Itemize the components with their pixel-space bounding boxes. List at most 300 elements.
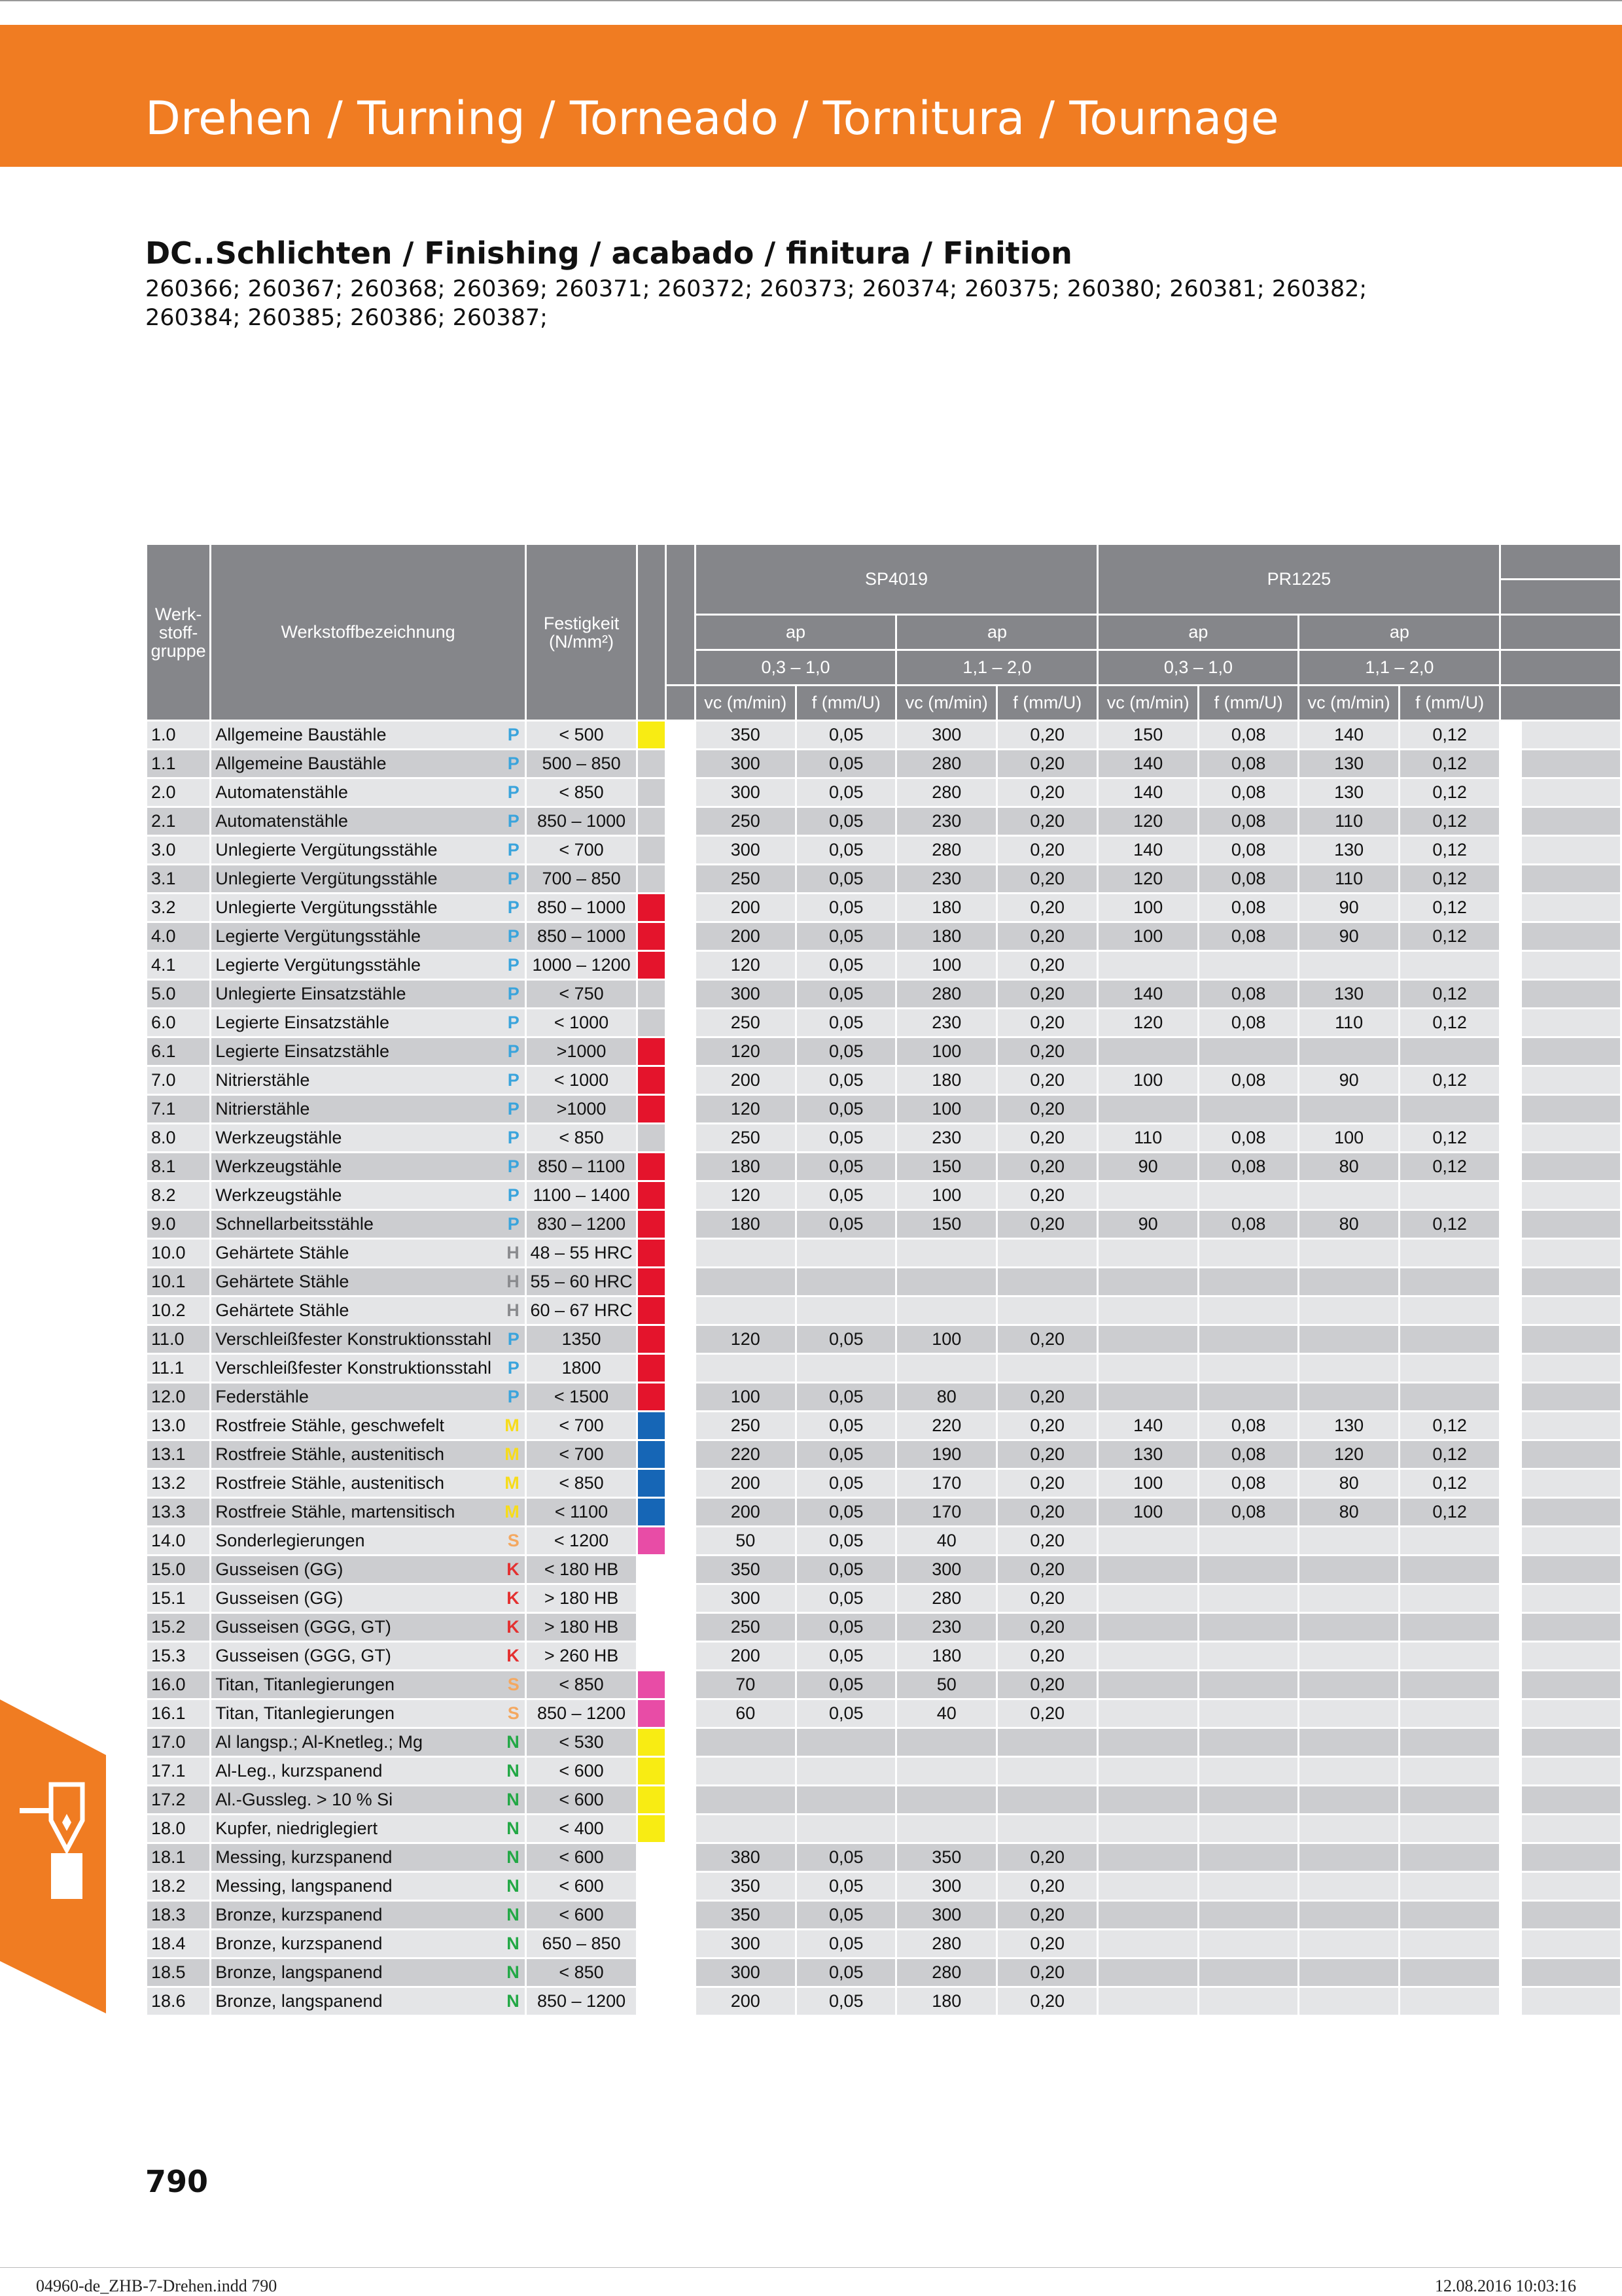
iso-group-letter: P: [507, 725, 520, 744]
strength-value: < 850: [525, 1124, 637, 1153]
material-name-cell: [211, 1383, 525, 1412]
spacer-cell: [666, 1037, 695, 1066]
strength-value: < 750: [525, 980, 637, 1009]
spacer-cell: [1500, 1757, 1521, 1786]
spacer-cell: [666, 750, 695, 778]
material-group-number: 13.1: [147, 1440, 211, 1469]
strength-value: < 600: [525, 1843, 637, 1872]
f-value: 0,08: [1198, 807, 1298, 836]
f-value: [1198, 1181, 1298, 1210]
material-name-cell: [211, 1527, 525, 1556]
f-value: 0,20: [996, 1613, 1098, 1642]
material-name: Legierte Vergütungsstähle: [215, 955, 421, 975]
strength-value: < 700: [525, 1440, 637, 1469]
spacer-cell: [1500, 1009, 1521, 1037]
vc-value: [1299, 1037, 1399, 1066]
strength-value: < 850: [525, 1469, 637, 1498]
f-value: 0,12: [1399, 721, 1500, 750]
f-value: 0,05: [796, 1124, 896, 1153]
f-value: [1399, 1037, 1500, 1066]
vc-value: [695, 1354, 796, 1383]
f-value: [1399, 1296, 1500, 1325]
material-name-cell: [211, 1296, 525, 1325]
f-value: 0,20: [996, 1901, 1098, 1930]
material-color-swatch: [637, 1498, 666, 1527]
f-value: [796, 1296, 896, 1325]
empty-cell: [1521, 1987, 1621, 2016]
f-value: [1198, 1354, 1298, 1383]
vc-value: 180: [896, 1066, 996, 1095]
vc-value: 280: [896, 778, 996, 807]
material-name: Werkzeugstähle: [215, 1128, 342, 1147]
empty-cell: [1521, 807, 1621, 836]
iso-group-letter: P: [507, 869, 520, 888]
f-value: 0,20: [996, 1412, 1098, 1440]
spacer-cell: [1500, 1843, 1521, 1872]
vc-value: [1098, 1699, 1198, 1728]
strength-value: < 1500: [525, 1383, 637, 1412]
vc-value: 90: [1299, 922, 1399, 951]
empty-cell: [1521, 721, 1621, 750]
material-group-number: 18.6: [147, 1987, 211, 2016]
f-value: 0,08: [1198, 836, 1298, 865]
f-value: [796, 1239, 896, 1268]
table-row: [147, 894, 1621, 922]
vc-value: [1299, 1181, 1399, 1210]
iso-group-letter: S: [507, 1675, 520, 1694]
f-value: [796, 1728, 896, 1757]
header-ap: ap: [1098, 615, 1299, 650]
vc-value: [1098, 1987, 1198, 2016]
material-group-number: 18.2: [147, 1872, 211, 1901]
f-value: 0,12: [1399, 1153, 1500, 1181]
header-grade-empty: [1500, 544, 1621, 580]
spacer-cell: [666, 721, 695, 750]
f-value: [1399, 951, 1500, 980]
spacer-cell: [666, 922, 695, 951]
spacer-cell: [1500, 1584, 1521, 1613]
vc-value: 230: [896, 807, 996, 836]
vc-value: [1098, 1527, 1198, 1556]
iso-group-letter: P: [507, 1041, 520, 1061]
vc-value: [896, 1786, 996, 1815]
f-value: 0,05: [796, 1556, 896, 1584]
vc-value: [1098, 1843, 1198, 1872]
vc-value: 230: [896, 865, 996, 894]
vc-value: 80: [1299, 1153, 1399, 1181]
vc-value: [1098, 1354, 1198, 1383]
empty-cell: [1521, 1958, 1621, 1987]
material-name-cell: [211, 1613, 525, 1642]
strength-value: 1350: [525, 1325, 637, 1354]
table-row: [147, 1872, 1621, 1901]
spacer-cell: [1500, 1958, 1521, 1987]
spacer-cell: [1500, 1354, 1521, 1383]
f-value: 0,05: [796, 1958, 896, 1987]
spacer-cell: [666, 1066, 695, 1095]
material-name-cell: [211, 1843, 525, 1872]
vc-value: 150: [896, 1153, 996, 1181]
spacer-cell: [1500, 1671, 1521, 1699]
header-ap-range: 1,1 – 2,0: [1299, 650, 1500, 686]
spacer-cell: [1500, 1153, 1521, 1181]
empty-cell: [1521, 1412, 1621, 1440]
material-name: Federstähle: [215, 1387, 309, 1406]
material-name: Unlegierte Vergütungsstähle: [215, 897, 438, 917]
empty-cell: [1521, 1498, 1621, 1527]
table-row: [147, 1239, 1621, 1268]
f-value: 0,05: [796, 980, 896, 1009]
f-value: [1399, 1642, 1500, 1671]
spacer-cell: [666, 1671, 695, 1699]
f-value: 0,20: [996, 1958, 1098, 1987]
vc-value: 250: [695, 1412, 796, 1440]
header-grade-sp4019: SP4019: [695, 544, 1098, 615]
table-row: [147, 1757, 1621, 1786]
spacer-cell: [1500, 1239, 1521, 1268]
spacer-cell: [666, 865, 695, 894]
vc-value: 80: [1299, 1498, 1399, 1527]
material-group-number: 15.0: [147, 1556, 211, 1584]
material-color-swatch: [637, 1296, 666, 1325]
header-material: Werkstoffbezeichnung: [211, 544, 525, 721]
strength-value: < 1000: [525, 1066, 637, 1095]
material-group-number: 17.1: [147, 1757, 211, 1786]
empty-cell: [1521, 1699, 1621, 1728]
f-value: [1198, 1930, 1298, 1958]
material-color-swatch: [637, 1268, 666, 1296]
f-value: 0,12: [1399, 750, 1500, 778]
material-group-number: 8.2: [147, 1181, 211, 1210]
strength-value: 830 – 1200: [525, 1210, 637, 1239]
iso-group-letter: N: [506, 1991, 520, 2011]
vc-value: 350: [695, 1556, 796, 1584]
material-name: Rostfreie Stähle, geschwefelt: [215, 1416, 444, 1435]
vc-value: [1098, 1296, 1198, 1325]
f-value: 0,12: [1399, 865, 1500, 894]
f-value: 0,05: [796, 922, 896, 951]
vc-value: 130: [1098, 1440, 1198, 1469]
material-name: Werkzeugstähle: [215, 1157, 342, 1176]
material-name-cell: [211, 750, 525, 778]
header-strength-text: Festigkeit (N/mm²): [543, 613, 620, 652]
vc-value: 80: [1299, 1469, 1399, 1498]
f-value: [1198, 1383, 1298, 1412]
strength-value: > 180 HB: [525, 1584, 637, 1613]
strength-value: 1000 – 1200: [525, 951, 637, 980]
spacer-cell: [666, 1786, 695, 1815]
vc-value: 100: [1098, 894, 1198, 922]
vc-value: 170: [896, 1469, 996, 1498]
table-row: [147, 980, 1621, 1009]
vc-value: [1098, 1671, 1198, 1699]
f-value: 0,20: [996, 1325, 1098, 1354]
f-value: 0,05: [796, 894, 896, 922]
vc-value: 100: [1098, 1469, 1198, 1498]
f-value: 0,05: [796, 1009, 896, 1037]
f-value: [1198, 1987, 1298, 2016]
strength-value: 1100 – 1400: [525, 1181, 637, 1210]
empty-cell: [1521, 894, 1621, 922]
material-name-cell: [211, 1095, 525, 1124]
material-name-cell: [211, 1642, 525, 1671]
table-row: [147, 1556, 1621, 1584]
material-name-cell: [211, 1037, 525, 1066]
spacer-cell: [1500, 922, 1521, 951]
empty-cell: [1521, 1325, 1621, 1354]
header-unit-empty: [1500, 686, 1621, 721]
iso-group-letter: N: [506, 1876, 520, 1896]
f-value: 0,12: [1399, 1498, 1500, 1527]
table-row: [147, 1584, 1621, 1613]
vc-value: [1299, 1930, 1399, 1958]
vc-value: 180: [896, 1642, 996, 1671]
table-row: [147, 1440, 1621, 1469]
vc-value: [1098, 1930, 1198, 1958]
header-ap-range: 0,3 – 1,0: [695, 650, 896, 686]
material-name-cell: [211, 1671, 525, 1699]
material-group-number: 13.2: [147, 1469, 211, 1498]
f-value: [1198, 1584, 1298, 1613]
f-value: 0,12: [1399, 1066, 1500, 1095]
spacer-cell: [666, 1009, 695, 1037]
strength-value: < 180 HB: [525, 1556, 637, 1584]
iso-group-letter: P: [507, 984, 520, 1003]
material-color-swatch: [637, 1757, 666, 1786]
f-value: 0,05: [796, 1095, 896, 1124]
iso-group-letter: M: [504, 1416, 520, 1435]
f-value: 0,12: [1399, 1412, 1500, 1440]
spacer-cell: [1500, 980, 1521, 1009]
f-value: 0,05: [796, 1987, 896, 2016]
spacer-cell: [666, 1153, 695, 1181]
iso-group-letter: K: [506, 1617, 520, 1637]
material-name: Sonderlegierungen: [215, 1531, 365, 1550]
material-name: Gusseisen (GG): [215, 1559, 344, 1579]
iso-group-letter: N: [506, 1732, 520, 1752]
turning-tool-icon: [0, 1699, 106, 2013]
material-name: Allgemeine Baustähle: [215, 754, 387, 773]
strength-value: 850 – 1200: [525, 1987, 637, 2016]
empty-cell: [1521, 1095, 1621, 1124]
vc-value: 180: [896, 1987, 996, 2016]
vc-value: 90: [1098, 1153, 1198, 1181]
vc-value: 380: [695, 1843, 796, 1872]
material-name-cell: [211, 1181, 525, 1210]
vc-value: [1299, 1296, 1399, 1325]
vc-value: [1098, 1556, 1198, 1584]
vc-value: 150: [1098, 721, 1198, 750]
empty-cell: [1521, 922, 1621, 951]
spacer-cell: [666, 1872, 695, 1901]
vc-value: 140: [1098, 1412, 1198, 1440]
strength-value: < 850: [525, 1958, 637, 1987]
vc-value: 120: [1098, 865, 1198, 894]
material-name-cell: [211, 1901, 525, 1930]
f-value: [1198, 1095, 1298, 1124]
f-value: 0,20: [996, 1469, 1098, 1498]
header-vc: vc (m/min): [1098, 686, 1198, 721]
f-value: 0,20: [996, 807, 1098, 836]
material-group-number: 3.0: [147, 836, 211, 865]
strength-value: < 1100: [525, 1498, 637, 1527]
spacer-cell: [1500, 1412, 1521, 1440]
table-row: [147, 865, 1621, 894]
material-color-swatch: [637, 1786, 666, 1815]
table-row: [147, 1296, 1621, 1325]
vc-value: 200: [695, 1066, 796, 1095]
vc-value: 80: [1299, 1210, 1399, 1239]
vc-value: 120: [695, 1325, 796, 1354]
table-row: [147, 1325, 1621, 1354]
iso-group-letter: P: [507, 1157, 520, 1176]
vc-value: 140: [1098, 980, 1198, 1009]
f-value: 0,05: [796, 1843, 896, 1872]
f-value: [1399, 1325, 1500, 1354]
f-value: 0,05: [796, 1872, 896, 1901]
table-row: [147, 951, 1621, 980]
material-group-number: 1.1: [147, 750, 211, 778]
f-value: [996, 1268, 1098, 1296]
vc-value: 120: [1299, 1440, 1399, 1469]
f-value: 0,08: [1198, 894, 1298, 922]
vc-value: 130: [1299, 750, 1399, 778]
f-value: 0,12: [1399, 836, 1500, 865]
f-value: 0,05: [796, 1930, 896, 1958]
vc-value: 100: [896, 951, 996, 980]
vc-value: [896, 1728, 996, 1757]
material-color-swatch: [637, 1901, 666, 1930]
material-color-swatch: [637, 1584, 666, 1613]
vc-value: 120: [695, 1181, 796, 1210]
vc-value: [1098, 1584, 1198, 1613]
iso-group-letter: H: [506, 1300, 520, 1320]
material-color-swatch: [637, 1095, 666, 1124]
spacer-cell: [666, 1958, 695, 1987]
f-value: 0,05: [796, 721, 896, 750]
empty-cell: [1521, 1757, 1621, 1786]
vc-value: 200: [695, 922, 796, 951]
vc-value: [1299, 1872, 1399, 1901]
vc-value: 300: [896, 1872, 996, 1901]
f-value: 0,20: [996, 1699, 1098, 1728]
f-value: 0,05: [796, 1699, 896, 1728]
spacer-cell: [1500, 1527, 1521, 1556]
f-value: [1198, 1037, 1298, 1066]
table-row: [147, 1728, 1621, 1757]
iso-group-letter: P: [507, 1013, 520, 1032]
material-group-number: 14.0: [147, 1527, 211, 1556]
vc-value: [1299, 1383, 1399, 1412]
strength-value: > 180 HB: [525, 1613, 637, 1642]
spacer-cell: [1500, 807, 1521, 836]
page-number: 790: [145, 2164, 209, 2199]
material-group-number: 18.5: [147, 1958, 211, 1987]
table-row: [147, 1843, 1621, 1872]
material-color-swatch: [637, 1671, 666, 1699]
empty-cell: [1521, 1671, 1621, 1699]
vc-value: 300: [896, 1556, 996, 1584]
f-value: [1198, 1786, 1298, 1815]
f-value: [1399, 1095, 1500, 1124]
spacer-cell: [1500, 1066, 1521, 1095]
header-group-text: Werk- stoff- gruppe: [150, 604, 206, 661]
material-group-number: 16.0: [147, 1671, 211, 1699]
material-name-cell: [211, 1786, 525, 1815]
header-range-empty: [1500, 650, 1621, 686]
f-value: [1198, 1958, 1298, 1987]
vc-value: [1299, 1584, 1399, 1613]
spacer-cell: [666, 836, 695, 865]
material-color-swatch: [637, 807, 666, 836]
header-group: [147, 544, 211, 721]
material-name: Al-Leg., kurzspanend: [215, 1761, 383, 1781]
f-value: 0,05: [796, 1210, 896, 1239]
strength-value: < 600: [525, 1872, 637, 1901]
vc-value: 300: [896, 721, 996, 750]
material-group-number: 18.3: [147, 1901, 211, 1930]
f-value: 0,05: [796, 778, 896, 807]
spacer-cell: [1500, 778, 1521, 807]
strength-value: 60 – 67 HRC: [525, 1296, 637, 1325]
iso-group-letter: N: [506, 1761, 520, 1781]
material-name-cell: [211, 1584, 525, 1613]
material-color-swatch: [637, 951, 666, 980]
header-ap: ap: [896, 615, 1098, 650]
vc-value: 350: [896, 1843, 996, 1872]
table-row: [147, 1699, 1621, 1728]
vc-value: 170: [896, 1498, 996, 1527]
vc-value: 280: [896, 1584, 996, 1613]
spacer-cell: [1500, 1728, 1521, 1757]
vc-value: 220: [896, 1412, 996, 1440]
material-name-cell: [211, 1268, 525, 1296]
material-color-swatch: [637, 1325, 666, 1354]
f-value: 0,20: [996, 1930, 1098, 1958]
table-row: [147, 778, 1621, 807]
vc-value: [1299, 1095, 1399, 1124]
table-row: [147, 1412, 1621, 1440]
vc-value: 110: [1098, 1124, 1198, 1153]
footer-file-info: 04960-de_ZHB-7-Drehen.indd 790: [36, 2276, 277, 2295]
f-value: 0,08: [1198, 1009, 1298, 1037]
header-grade-empty-2: [1500, 580, 1621, 615]
header-f: f (mm/U): [1198, 686, 1298, 721]
material-name: Gehärtete Stähle: [215, 1272, 349, 1291]
table-row: [147, 1066, 1621, 1095]
vc-value: [1098, 1901, 1198, 1930]
spacer-cell: [1500, 1642, 1521, 1671]
f-value: 0,20: [996, 922, 1098, 951]
empty-cell: [1521, 1296, 1621, 1325]
vc-value: 130: [1299, 778, 1399, 807]
f-value: 0,12: [1399, 1009, 1500, 1037]
iso-group-letter: P: [507, 840, 520, 860]
vc-value: 250: [695, 807, 796, 836]
page-title: Drehen / Turning / Torneado / Tornitura / Tournage: [145, 92, 1279, 145]
iso-group-letter: N: [506, 1818, 520, 1838]
vc-value: 200: [695, 1642, 796, 1671]
table-row: [147, 922, 1621, 951]
material-name: Gusseisen (GGG, GT): [215, 1646, 391, 1665]
table-row: [147, 1987, 1621, 2016]
header-ap: ap: [1299, 615, 1500, 650]
f-value: 0,05: [796, 836, 896, 865]
material-color-swatch: [637, 1354, 666, 1383]
material-name-cell: [211, 1872, 525, 1901]
spacer-cell: [1500, 1440, 1521, 1469]
vc-value: 190: [896, 1440, 996, 1469]
